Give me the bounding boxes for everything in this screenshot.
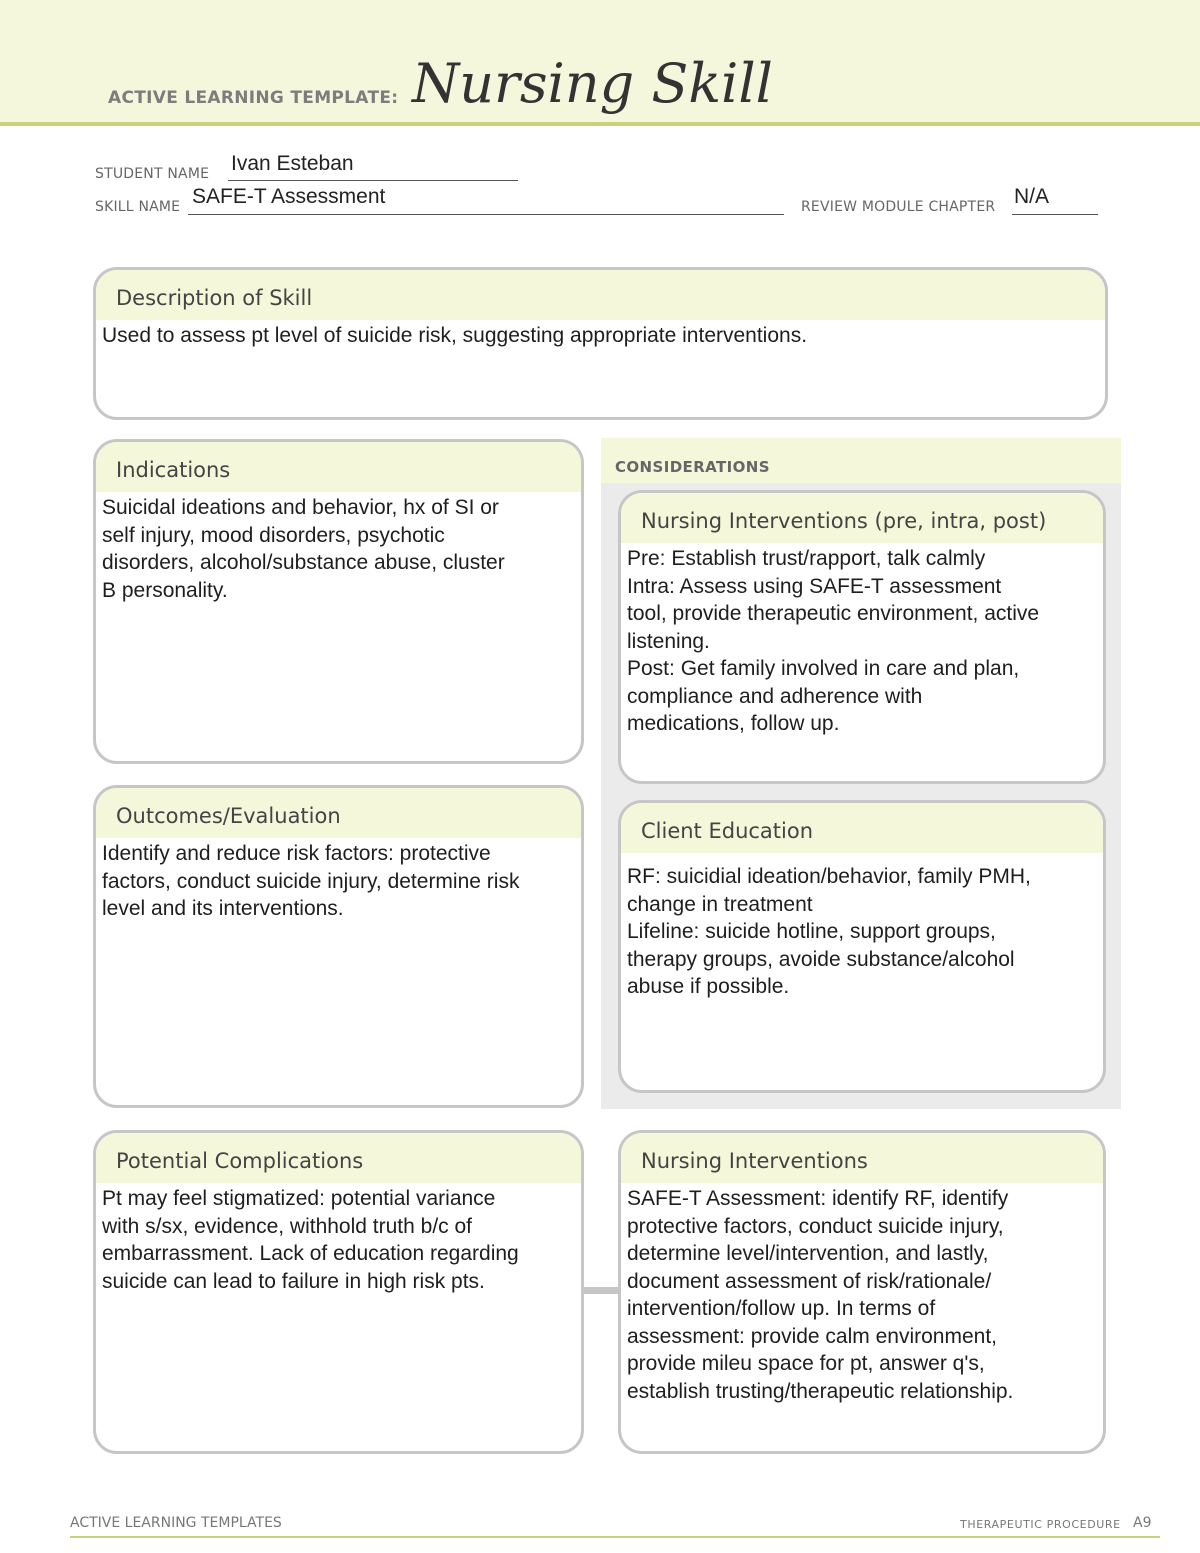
complications-box xyxy=(93,1130,584,1454)
review-module-underline xyxy=(1012,214,1098,215)
skill-name-field[interactable]: SAFE-T Assessment xyxy=(192,185,386,208)
page-title: Nursing Skill xyxy=(412,52,773,115)
footer-left: ACTIVE LEARNING TEMPLATES xyxy=(70,1515,282,1531)
connector-bar xyxy=(583,1287,621,1294)
client-education-box xyxy=(618,800,1106,1093)
nursing-interventions-box xyxy=(618,1130,1106,1454)
client-education-text[interactable]: RF: suicidial ideation/behavior, family PMH, change in treatment Lifeline: suicide hotline, support groups, therapy groups, avoide substance/alcohol abuse if possible. xyxy=(627,865,1031,998)
complications-title: Potential Complications xyxy=(96,1133,581,1183)
nursing-interventions-title: Nursing Interventions xyxy=(621,1133,1103,1183)
description-text[interactable]: Used to assess pt level of suicide risk, suggesting appropriate interventions. xyxy=(102,324,808,347)
review-module-label: REVIEW MODULE CHAPTER xyxy=(801,199,996,215)
footer-right: THERAPEUTIC PROCEDURE xyxy=(960,1518,1121,1531)
nursing-interventions-pip-text[interactable]: Pre: Establish trust/rapport, talk calmly Intra: Assess using SAFE-T assessment tool, provide therapeutic environment, active listening. Post: Get family involved in care and plan, compliance and adherence with medications, follow up. xyxy=(627,547,1040,735)
student-name-underline xyxy=(228,180,518,181)
description-box xyxy=(93,267,1108,420)
outcomes-title: Outcomes/Evaluation xyxy=(96,788,581,838)
nursing-interventions-text[interactable]: SAFE-T Assessment: identify RF, identify protective factors, conduct suicide injury, determine level/intervention, and lastly, document assessment of risk/rationale/ intervention/follow up. In terms of assessment: provide calm environment, provide mileu space for pt, answer q's, establish trusting/therapeutic relationship. xyxy=(627,1187,1014,1403)
indications-title: Indications xyxy=(96,442,581,492)
indications-box xyxy=(93,439,584,764)
student-name-label: STUDENT NAME xyxy=(95,166,210,182)
footer-rule xyxy=(70,1536,1160,1538)
student-name-field[interactable]: Ivan Esteban xyxy=(231,152,354,175)
indications-text[interactable]: Suicidal ideations and behavior, hx of SI or self injury, mood disorders, psychotic disorders, alcohol/substance abuse, cluster B personality. xyxy=(102,496,505,602)
skill-name-underline xyxy=(188,214,784,215)
skill-name-label: SKILL NAME xyxy=(95,199,181,215)
template-kicker: ACTIVE LEARNING TEMPLATE: xyxy=(108,88,399,108)
review-module-field[interactable]: N/A xyxy=(1014,185,1050,208)
nursing-interventions-pip-title: Nursing Interventions (pre, intra, post) xyxy=(621,493,1103,543)
considerations-label: CONSIDERATIONS xyxy=(615,458,770,476)
client-education-title: Client Education xyxy=(621,803,1103,853)
complications-text[interactable]: Pt may feel stigmatized: potential variance with s/sx, evidence, withhold truth b/c of embarrassment. Lack of education regarding suicide can lead to failure in high risk pts. xyxy=(102,1187,519,1293)
description-title: Description of Skill xyxy=(96,270,1105,320)
outcomes-box xyxy=(93,785,584,1108)
outcomes-text[interactable]: Identify and reduce risk factors: protective factors, conduct suicide injury, determine risk level and its interventions. xyxy=(102,842,520,920)
nursing-interventions-pip-box xyxy=(618,490,1106,784)
footer-page-number: A9 xyxy=(1133,1515,1152,1531)
